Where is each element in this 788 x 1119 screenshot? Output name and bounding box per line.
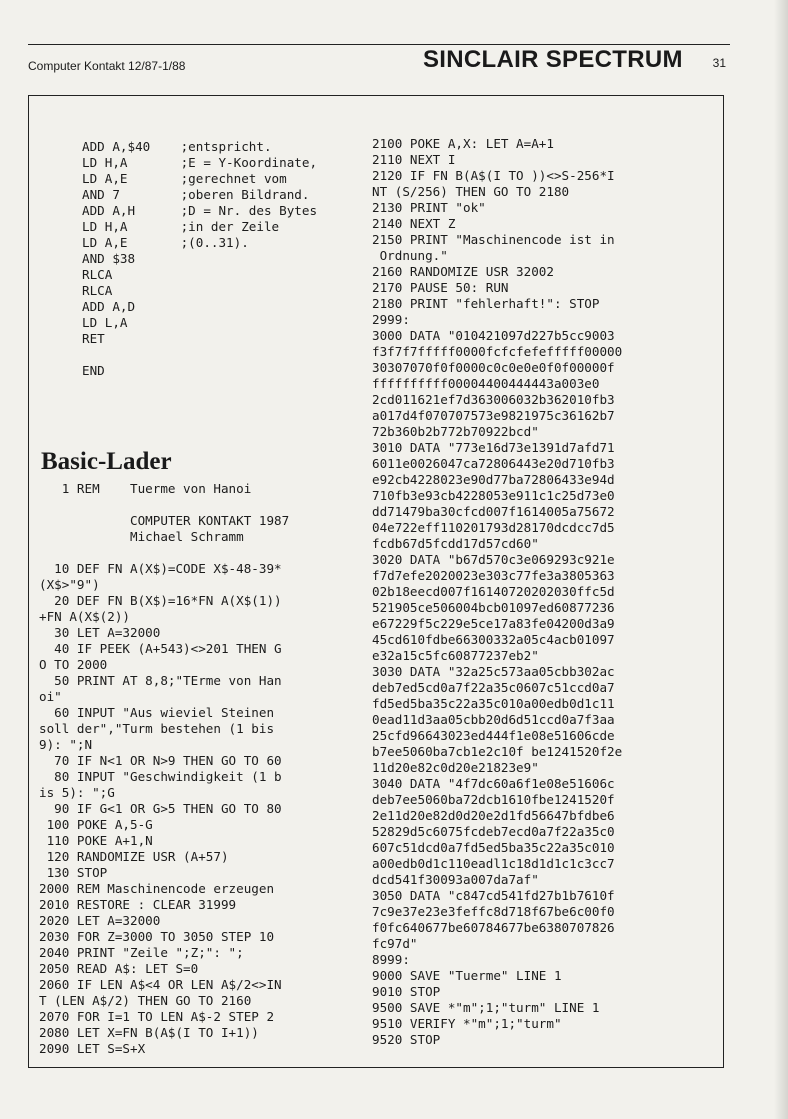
basic-loader-heading: Basic-Lader [41,448,172,475]
page-edge-shadow [774,0,788,1119]
assembler-listing: ADD A,$40 ;entspricht. LD H,A ;E = Y-Koordinate, LD A,E ;gerechnet vom AND 7 ;oberen Bildrand. ADD A,H ;D = Nr. des Bytes LD H,A ;in der Zeile LD A,E ;(0..31). AND $38 RLCA RLCA ADD A,D LD L,A RET END [82,139,318,378]
page-header [28,44,730,74]
basic-listing-right-column: 2100 POKE A,X: LET A=A+1 2110 NEXT I 2120 IF FN B(A$(I TO ))<>S-256*I NT (S/256) THEN GO TO 2180 2130 PRINT "ok" 2140 NEXT Z 2150 PRINT "Maschinencode ist in Ordnung." 2160 RANDOMIZE USR 32002 2170 PAUSE 50: RUN 2180 PRINT "fehlerhaft!": STOP 2999: 3000 DATA "010421097d227b5cc9003 f3f7f7fffff0000fcfcfefefffff00000 30307070f0f0000c0c0e0e0f0f00000f ffffffffff00004400444443a003e0 2cd011621ef7d363006032b362010fb3 a017d4f070707573e9821975c36162b7 72b360b2b772b70922bcd" 3010 DATA "773e16d73e1391d7afd71 6011e0026047ca72806443e20d710fb3 e92cb4228023e90d77ba72806433e94d 710fb3e93cb4228053e911c1c25d73e0 dd71479ba30cfcd007f1614005a75672 04e722eff110201793d28170dcdcc7d5 fcdb67d5fcdd17d57cd60" 3020 DATA "b67d570c3e069293c921e f7d7efe2020023e303c77fe3a3805363 02b18eecd007f16140720202030ffc5d 521905ce506004bcb01097ed60877236 e67229f5c229e5ce17a83fe04200d3a9 45cd610fdbe66300332a05c4acb01097 e32a15c5fc60877237eb2" 3030 DATA "32a25c573aa05cbb302ac deb7ed5cd0a7f22a35c0607c51ccd0a7 fd5ed5ba35c22a35c010a00edb0d1c11 0ead11d3aa05cbb20d6d51ccd0a7f3aa 25cfd96643023ed444f1e08e51606cde b7ee5060ba7cb1e2c10f be1241520f2e 11d20e82c0d20e21823e9" 3040 DATA "4f7dc60a6f1e08e51606c deb7ee5060ba72dcb1610fbe1241520f 2e11d20e82d0d20e2d1fd56647bfdbe6 52829d5c6075fcdeb7ecd0a7f22a35c0 607c51dcd0a7fd5ed5ba35c22a35c010 a00edb0d1c110eadl1c18d1d1c1c3cc7 dcd541f30093a007da7af" 3050 DATA "c847cd541fd27b1b7610f 7c9e37e23e3feffc8d718f67be6c00f0 f0fc640677be60784677be6380707826 fc97d" 8999: 9000 SAVE "Tuerme" LINE 1 9010 STOP 9500 SAVE *"m";1;"turm" LINE 1 9510 VERIFY *"m";1;"turm" 9520 STOP [372,136,623,1047]
page-number: 31 [712,56,726,70]
header-rule [28,44,730,45]
basic-listing-left-column: 1 REM Tuerme von Hanoi COMPUTER KONTAKT 1987 Michael Schramm 10 DEF FN A(X$)=CODE X$-48-39* (X$>"9") 20 DEF FN B(X$)=16*FN A(X$(1)) +FN A(X$(2)) 30 LET A=32000 40 IF PEEK (A+543)<>201 THEN G O TO 2000 50 PRINT AT 8,8;"TErme von Han oi" 60 INPUT "Aus wieviel Steinen soll der","Turm bestehen (1 bis 9): ";N 70 IF N<1 OR N>9 THEN GO TO 60 80 INPUT "Geschwindigkeit (1 b is 5): ";G 90 IF G<1 OR G>5 THEN GO TO 80 100 POKE A,5-G 110 POKE A+1,N 120 RANDOMIZE USR (A+57) 130 STOP 2000 REM Maschinencode erzeugen 2010 RESTORE : CLEAR 31999 2020 LET A=32000 2030 FOR Z=3000 TO 3050 STEP 10 2040 PRINT "Zeile ";Z;": "; 2050 READ A$: LET S=0 2060 IF LEN A$<4 OR LEN A$/2<>IN T (LEN A$/2) THEN GO TO 2160 2070 FOR I=1 TO LEN A$-2 STEP 2 2080 LET X=FN B(A$(I TO I+1)) 2090 LET S=S+X [39,481,290,1056]
section-title: SINCLAIR SPECTRUM [423,46,683,73]
magazine-issue: Computer Kontakt 12/87-1/88 [28,59,186,73]
